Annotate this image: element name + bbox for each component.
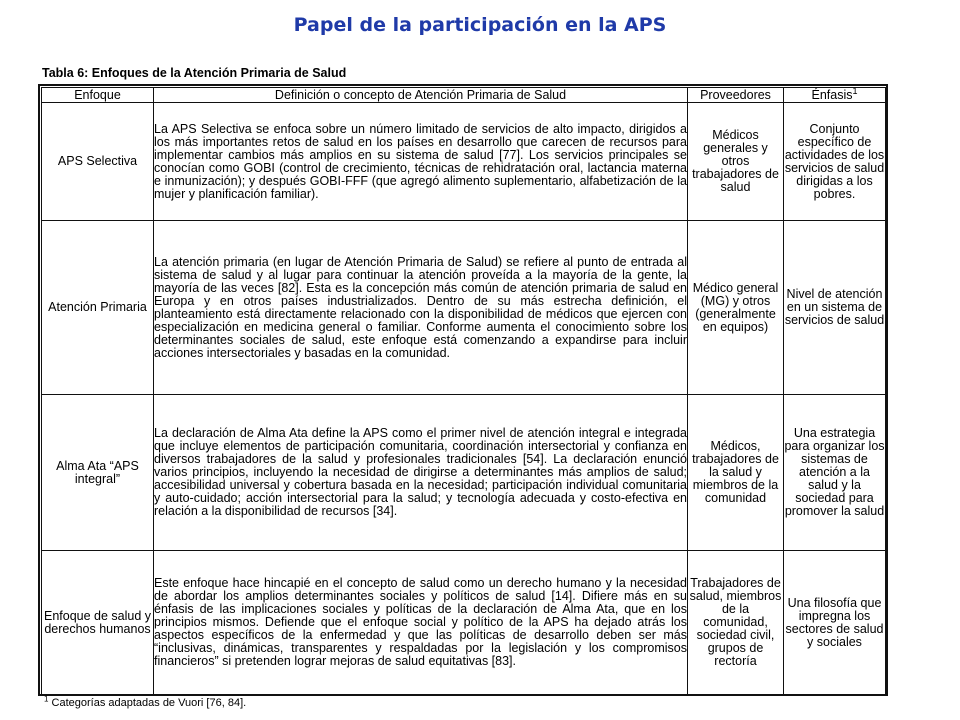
cell-enfasis: Conjunto específico de actividades de los servicios de salud dirigidas a los pobres.	[784, 103, 886, 221]
cell-proveedores: Médicos, trabajadores de la salud y miembros de la comunidad	[688, 395, 784, 551]
cell-proveedores: Médico general (MG) y otros (generalmente en equipos)	[688, 221, 784, 395]
header-proveedores: Proveedores	[688, 88, 784, 103]
table-row	[42, 103, 886, 221]
table-row	[42, 221, 886, 395]
cell-definicion: La declaración de Alma Ata define la APS como el primer nivel de atención integral e integrada que incluye elementos de participación comunitaria, coordinación intersectorial y confianza en diversos trabajadores de la salud y profesionales tradicionales [54]. La declaración enunció varios principios, incluyendo la necesidad de dirigirse a determinantes más amplios de salud; accesibilidad universal y cobertura basada en la necesidad; participación individual comunitaria y auto-cuidado; acción intersectorial para la salud; y tecnología adecuada y costo-efectiva en relación a la disponibilidad de recursos [34].	[154, 395, 688, 551]
cell-enfoque: Enfoque de salud y derechos humanos	[42, 551, 154, 695]
cell-enfasis: Nivel de atención en un sistema de servicios de salud	[784, 221, 886, 395]
cell-proveedores: Trabajadores de salud, miembros de la comunidad, sociedad civil, grupos de rectoría	[688, 551, 784, 695]
table-caption: Tabla 6: Enfoques de la Atención Primaria de Salud	[42, 66, 347, 80]
cell-definicion: La APS Selectiva se enfoca sobre un número limitado de servicios de alto impacto, dirigidos a los más importantes retos de salud en los países en desarrollo que carecen de recursos para implementar cambios más amplios en su sistema de salud [77]. Los servicios principales se conocían como GOBI (control de crecimiento, técnicas de rehidratación oral, lactancia materna e inmunización); y después GOBI-FFF (que agregó alimento suplementario, alfabetización de la mujer y planificación familiar).	[154, 103, 688, 221]
header-enfasis	[784, 85, 886, 103]
header-enfoque: Enfoque	[42, 88, 154, 103]
cell-enfasis: Una estrategia para organizar los sistemas de atención a la salud y la sociedad para promover la salud	[784, 395, 886, 551]
header-enfasis-label: Énfasis	[811, 88, 853, 102]
header-enfasis-superscript: 1	[852, 85, 858, 96]
slide-title: Papel de la participación en la APS	[293, 14, 667, 36]
cell-definicion: La atención primaria (en lugar de Atención Primaria de Salud) se refiere al punto de entrada al sistema de salud y al lugar para continuar la atención proveída a la mayoría de la gente, la mayoría de las veces [82]. Esta es la concepción más común de atención primaria de salud en Europa y en otros países industrializados. Dentro de su más estrecha definición, el planteamiento está directamente relacionado con la disponibilidad de médicos que ejercen con especialización en medicina general o familiar. Conforme aumenta el conocimiento sobre los determinantes sociales de salud, este enfoque está comenzando a expandirse para incluir acciones intersectoriales y basadas en la comunidad.	[154, 221, 688, 395]
table-row	[42, 395, 886, 551]
cell-enfoque: Alma Ata “APS integral”	[42, 395, 154, 551]
table-footnote	[44, 694, 247, 709]
header-definicion: Definición o concepto de Atención Primaria de Salud	[154, 88, 688, 103]
approaches-table	[41, 87, 886, 695]
footnote-superscript: 1	[44, 694, 49, 704]
cell-proveedores: Médicos generales y otros trabajadores de salud	[688, 103, 784, 221]
footnote-text: Categorías adaptadas de Vuori [76, 84].	[51, 697, 247, 709]
table-header-row	[42, 88, 886, 103]
cell-enfoque: Atención Primaria	[42, 221, 154, 395]
table-row	[42, 551, 886, 695]
cell-enfoque: APS Selectiva	[42, 103, 154, 221]
cell-definicion: Este enfoque hace hincapié en el concepto de salud como un derecho humano y la necesidad de abordar los amplios determinantes sociales y políticos de salud [14]. Difiere más en su énfasis de las implicaciones sociales y políticas de la declaración de Alma Ata, que en los principios mismos. Defiende que el enfoque social y político de la APS ha dejado atrás los aspectos específicos de la enfermedad y que las políticas de desarrollo deben ser más “inclusivas, dinámicas, transparentes y respaldadas por la legislación y los compromisos financieros” si pretenden lograr mejoras de salud equitativas [83].	[154, 551, 688, 695]
cell-enfasis: Una filosofía que impregna los sectores de salud y sociales	[784, 551, 886, 695]
